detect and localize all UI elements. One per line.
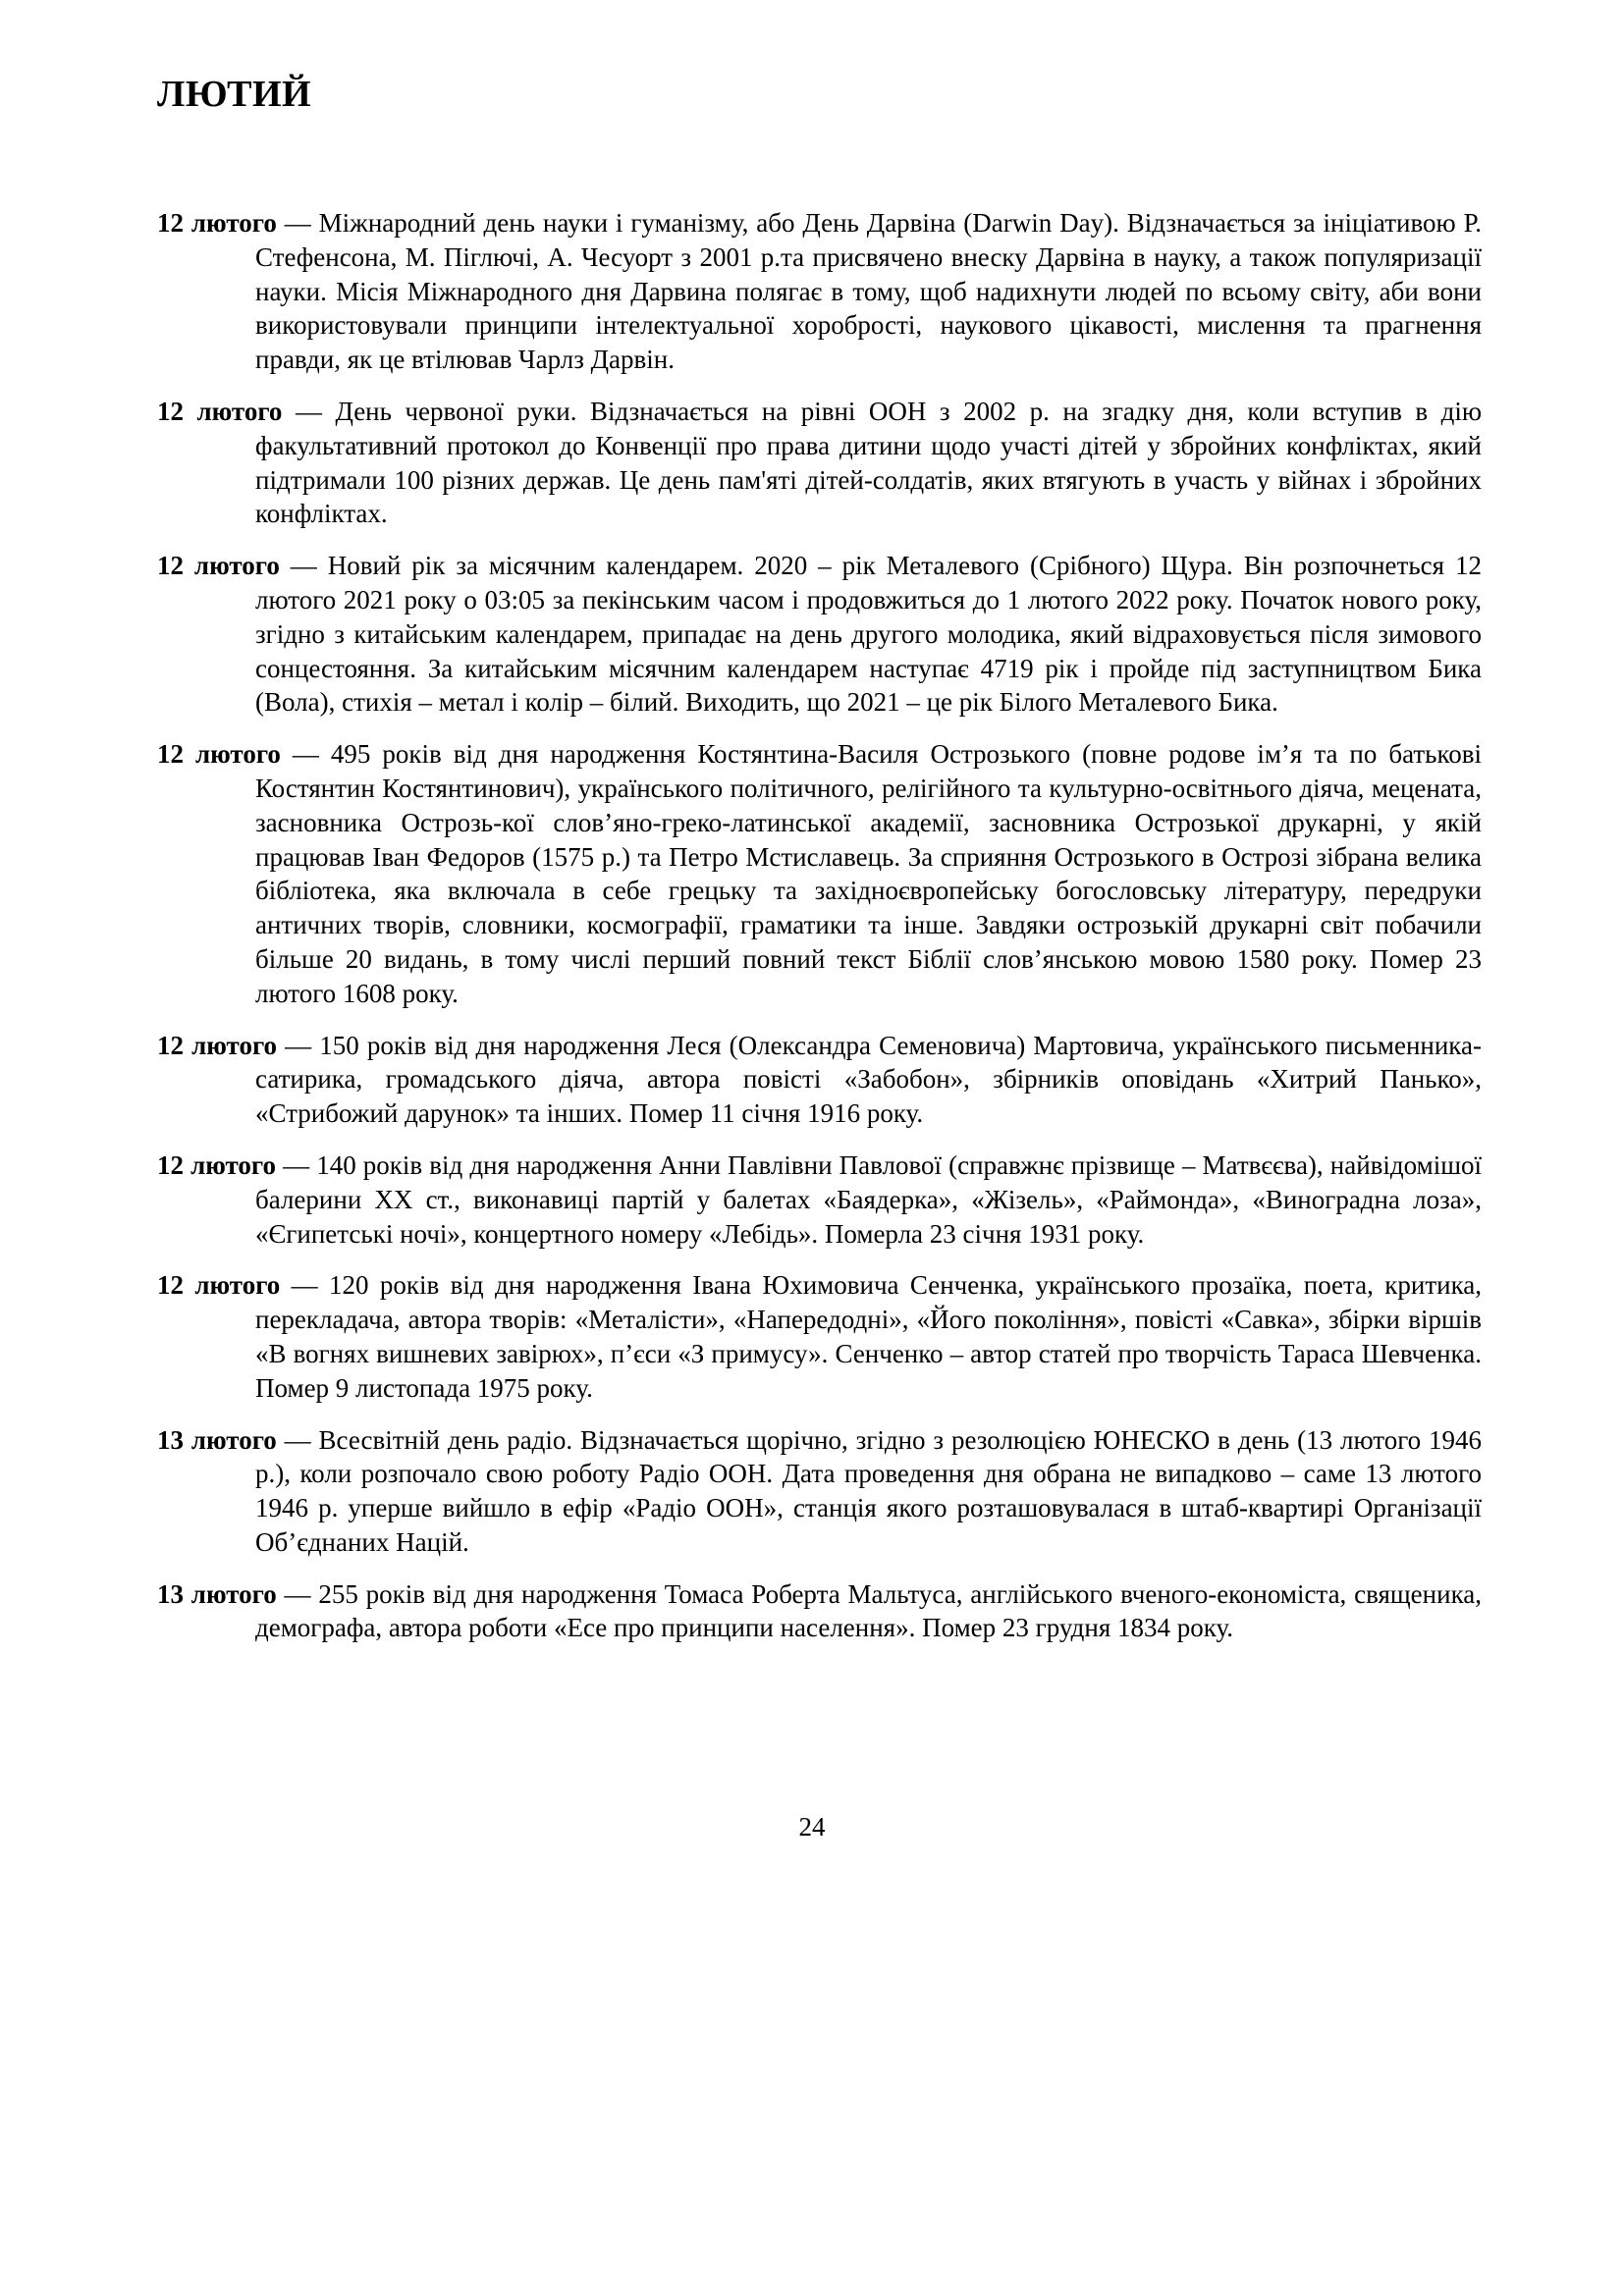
calendar-entry bbox=[157, 1029, 1482, 1131]
calendar-entry bbox=[157, 1148, 1482, 1251]
entry-text: — 150 років від дня народження Леся (Олександра Семеновича) Мартовича, українського письменника-сатирика, громадського діяча, автора повісті «Забобон», збірників оповідань «Хитрий Панько», «Стрибожий дарунок» та інших. Помер 11 січня 1916 року. bbox=[255, 1030, 1482, 1129]
entry-date: 13 лютого bbox=[157, 1578, 277, 1609]
entry-date: 12 лютого bbox=[157, 1149, 277, 1180]
calendar-entries bbox=[157, 206, 1482, 1663]
page-number: 24 bbox=[798, 1812, 826, 1842]
calendar-entry bbox=[157, 1423, 1482, 1560]
entry-text: — 140 років від дня народження Анни Павлівни Павлової (справжнє прізвище – Матвєєва), найвідомішої балерини ХХ ст., виконавиці партій у балетах «Баядерка», «Жізель», «Раймонда», «Виноградна лоза», «Єгипетські ночі», концертного номеру «Лебідь». Померла 23 січня 1931 року. bbox=[255, 1149, 1482, 1249]
entry-text: — Міжнародний день науки і гуманізму, або День Дарвіна (Darwin Day). Відзначається за ініціативою Р. Стефенсона, М. Піглючі, А. Чесуорт з 2001 р.та присвячено внеску Дарвіна в науку, а також популяризації науки. Місія Міжнародного дня Дарвина полягає в тому, щоб надихнути людей по всьому світу, аби вони використовували принципи інтелектуальної хоробрості, наукового цікавості, мислення та прагнення правди, як це втілював Чарлз Дарвін. bbox=[255, 208, 1483, 375]
entry-date: 12 лютого bbox=[157, 1030, 278, 1060]
entry-text: — Всесвітній день радіо. Відзначається щорічно, згідно з резолюцією ЮНЕСКО в день (13 лютого 1946 р.), коли розпочало свою роботу Радіо ООН. Дата проведення дня обрана не випадково – саме 13 лютого 1946 р. уперше вийшло в ефір «Радіо ООН», станція якого розташовувалася в штаб-квартирі Організації Об’єднаних Націй. bbox=[255, 1424, 1482, 1557]
entry-date: 12 лютого bbox=[157, 551, 280, 581]
entry-date: 12 лютого bbox=[157, 1270, 281, 1301]
calendar-entry bbox=[157, 395, 1482, 531]
entry-date: 12 лютого bbox=[157, 396, 283, 426]
month-title: ЛЮТИЙ bbox=[157, 74, 312, 115]
entry-date: 12 лютого bbox=[157, 208, 277, 238]
calendar-entry bbox=[157, 1268, 1482, 1405]
calendar-entry bbox=[157, 206, 1482, 377]
calendar-entry bbox=[157, 1577, 1482, 1646]
calendar-entry bbox=[157, 549, 1482, 720]
entry-text: — 255 років від дня народження Томаса Роберта Мальтуса, англійського вченого-економіста, священика, демографа, автора роботи «Есе про принципи населення». Помер 23 грудня 1834 року. bbox=[255, 1578, 1483, 1643]
calendar-entry bbox=[157, 737, 1482, 1010]
entry-text: — День червоної руки. Відзначається на рівні ООН з 2002 р. на згадку дня, коли вступив в дію факультативний протокол до Конвенції про права дитини щодо участі дітей у збройних конфліктах, який підтримали 100 різних держав. Це день пам'яті дітей-солдатів, яких втягують в участь у війнах і збройних конфліктах. bbox=[255, 396, 1483, 529]
entry-date: 12 лютого bbox=[157, 739, 281, 770]
entry-date: 13 лютого bbox=[157, 1424, 277, 1455]
entry-text: — 495 років від дня народження Костянтина-Василя Острозького (повне родове ім’я та по батькові Костянтин Костянтинович), українського політичного, релігійного та культурно-освітнього діяча, мецената, засновника Острозь-кої слов’яно-греко-латинської академії, засновника Острозької друкарні, у якій працював Іван Федоров (1575 р.) та Петро Мстиславець. За сприяння Острозького в Острозі зібрана велика бібліотека, яка включала в себе грецьку та західноєвропейську богословську літературу, передруки античних творів, словники, космографії, граматики та інше. Завдяки острозькій друкарні світ побачили більше 20 видань, в тому числі перший повний текст Біблії слов’янською мовою 1580 року. Помер 23 лютого 1608 року. bbox=[255, 739, 1482, 1008]
entry-text: — 120 років від дня народження Івана Юхимовича Сенченка, українського прозаїка, поета, критика, перекладача, автора творів: «Металісти», «Напередодні», «Його покоління», повісті «Савка», збірки віршів «В вогнях вишневих завірюх», п’єси «З примусу». Сенченко – автор статей про творчість Тараса Шевченка. Помер 9 листопада 1975 року. bbox=[255, 1270, 1483, 1403]
entry-text: — Новий рік за місячним календарем. 2020 – рік Металевого (Срібного) Щура. Він розпочнеться 12 лютого 2021 року о 03:05 за пекінським часом і продовжиться до 1 лютого 2022 року. Початок нового року, згідно з китайським календарем, припадає на день другого молодика, який відраховується після зимового сонцестояння. За китайським місячним календарем наступає 4719 рік і пройде під заступництвом Бика (Вола), стихія – метал і колір – білий. Виходить, що 2021 – це рік Білого Металевого Бика. bbox=[255, 551, 1482, 718]
